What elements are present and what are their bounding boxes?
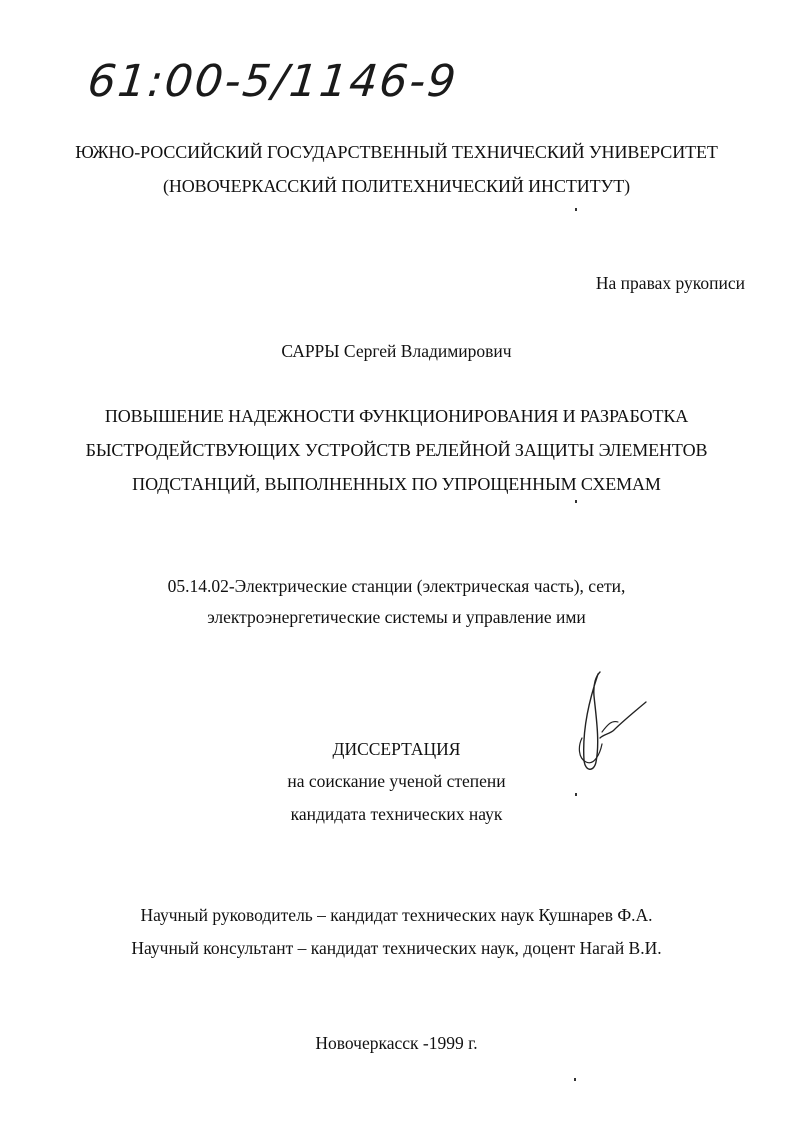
scan-speck <box>574 1078 576 1081</box>
specialty-line: 05.14.02-Электрические станции (электрическая часть), сети, <box>167 576 626 596</box>
scan-speck <box>575 500 577 503</box>
thesis-title-line: ПОДСТАНЦИЙ, ВЫПОЛНЕННЫХ ПО УПРОЩЕННЫМ СХЕМАМ <box>132 474 661 494</box>
place-and-year: Новочеркасск -1999 г. <box>315 1033 478 1053</box>
author-name: САРРЫ Сергей Владимирович <box>281 341 512 361</box>
thesis-title-line: ПОВЫШЕНИЕ НАДЕЖНОСТИ ФУНКЦИОНИРОВАНИЯ И РАЗРАБОТКА <box>104 406 689 426</box>
scientific-consultant: Научный консультант – кандидат технических наук, доцент Нагай В.И. <box>131 938 662 958</box>
manuscript-note: На правах рукописи <box>595 273 745 293</box>
institute-name: (НОВОЧЕРКАССКИЙ ПОЛИТЕХНИЧЕСКИЙ ИНСТИТУТ) <box>162 176 630 196</box>
specialty-line: электроэнергетические системы и управление ими <box>207 607 586 627</box>
scan-speck <box>575 793 577 796</box>
document-type: ДИССЕРТАЦИЯ <box>332 739 461 759</box>
handwritten-archive-stamp: 61:00-5/1146-9 <box>85 56 461 107</box>
scientific-advisor: Научный руководитель – кандидат технических наук Кушнарев Ф.А. <box>140 905 653 925</box>
degree-line: кандидата технических наук <box>290 804 503 824</box>
handwritten-signature <box>560 668 670 788</box>
thesis-title-line: БЫСТРОДЕЙСТВУЮЩИХ УСТРОЙСТВ РЕЛЕЙНОЙ ЗАЩИТЫ ЭЛЕМЕНТОВ <box>85 440 708 460</box>
degree-line: на соискание ученой степени <box>287 771 506 791</box>
scan-speck <box>575 208 577 211</box>
university-name: ЮЖНО-РОССИЙСКИЙ ГОСУДАРСТВЕННЫЙ ТЕХНИЧЕСКИЙ УНИВЕРСИТЕТ <box>75 142 718 162</box>
